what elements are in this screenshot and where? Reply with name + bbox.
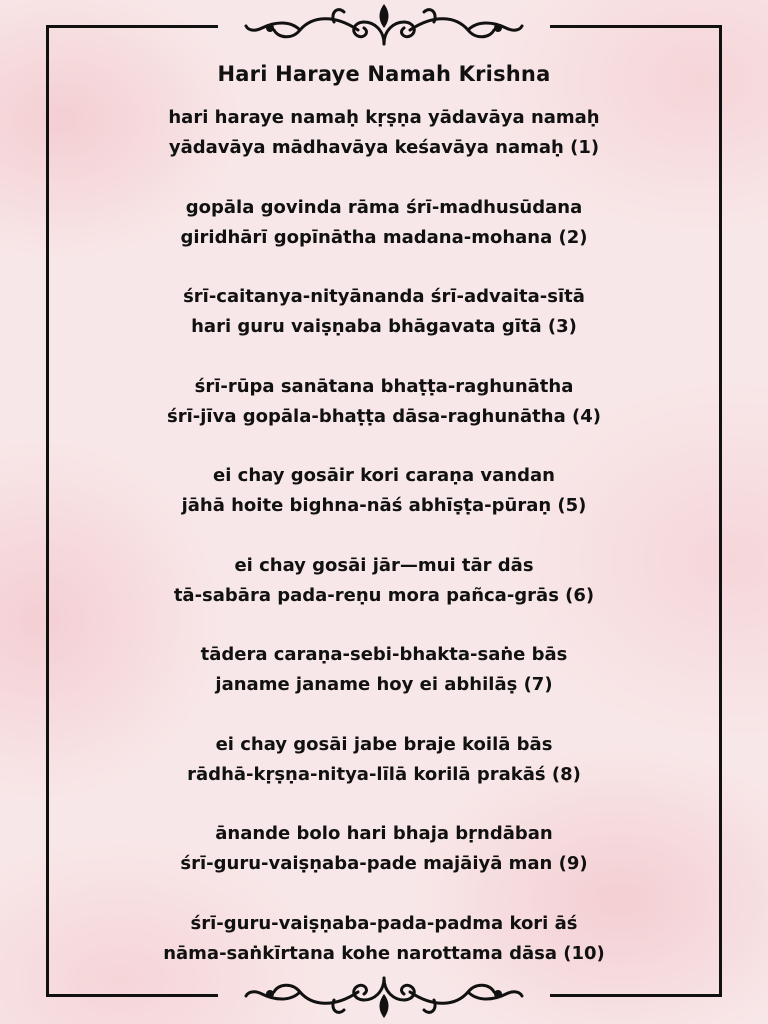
verse-line: jāhā hoite bighna-nāś abhīṣṭa-pūraṇ (5)	[181, 495, 587, 516]
verses	[60, 103, 708, 998]
verse-line: tādera caraṇa-sebi-bhakta-saṅe bās	[200, 644, 568, 665]
verse-line: tā-sabāra pada-reṇu mora pañca-grās (6)	[173, 584, 595, 606]
frame-left-border	[46, 25, 49, 997]
verse-5	[60, 461, 708, 521]
verse-line: hari haraye namaḥ kṛṣṇa yādavāya namaḥ	[168, 107, 600, 128]
verse-line: ānande bolo hari bhaja bṛndāban	[215, 823, 553, 844]
page-title: Hari Haraye Namah Krishna	[217, 62, 551, 86]
verse-line: rādhā-kṛṣṇa-nitya-līlā korilā prakāś (8)	[187, 763, 581, 785]
verse-line: ei chay gosāi jār—mui tār dās	[234, 554, 534, 576]
verse-line: śrī-guru-vaiṣṇaba-pada-padma kori āś	[190, 912, 578, 934]
verse-line: gopāla govinda rāma śrī-madhusūdana	[185, 196, 583, 218]
verse-6	[60, 551, 708, 611]
verse-1	[60, 103, 708, 163]
flourish-ornament-icon	[234, 970, 534, 1022]
verse-7	[60, 640, 708, 700]
frame-top-right-border	[550, 25, 722, 28]
verse-8	[60, 730, 708, 790]
verse-line: ei chay gosāir kori caraṇa vandan	[213, 465, 555, 486]
verse-line: ei chay gosāi jabe braje koilā bās	[215, 733, 553, 755]
flourish-ornament-icon	[234, 0, 534, 52]
verse-line: nāma-saṅkīrtana kohe narottama dāsa (10)	[163, 942, 605, 964]
verse-line: śrī-jīva gopāla-bhaṭṭa dāsa-raghunātha (4)	[167, 405, 601, 427]
verse-line: hari guru vaiṣṇaba bhāgavata gītā (3)	[191, 316, 577, 337]
frame-right-border	[719, 25, 722, 997]
verse-line: janame janame hoy ei abhilāṣ (7)	[215, 674, 553, 695]
verse-line: śrī-caitanya-nityānanda śrī-advaita-sītā	[183, 286, 585, 307]
verse-line: śrī-rūpa sanātana bhaṭṭa-raghunātha	[194, 375, 574, 397]
verse-line: yādavāya mādhavāya keśavāya namaḥ (1)	[168, 137, 600, 158]
verse-2	[60, 193, 708, 253]
frame-top-left-border	[46, 25, 218, 28]
verse-4	[60, 372, 708, 432]
verse-3	[60, 282, 708, 342]
verse-10	[60, 909, 708, 969]
verse-9	[60, 819, 708, 879]
verse-line: śrī-guru-vaiṣṇaba-pade majāiyā man (9)	[180, 853, 588, 874]
verse-line: giridhārī gopīnātha madana-mohana (2)	[180, 226, 588, 248]
